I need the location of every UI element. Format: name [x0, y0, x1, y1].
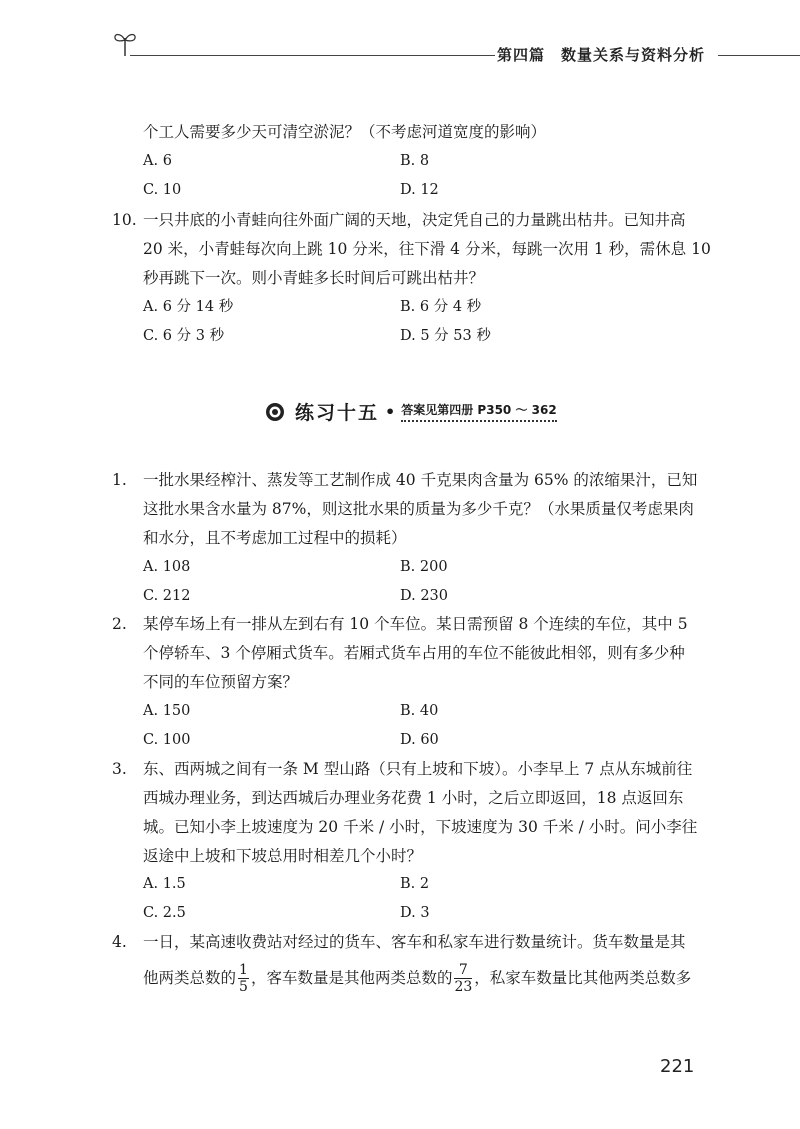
question-number: 3. — [112, 760, 127, 778]
option-b: B. 2 — [400, 876, 430, 892]
option-c: C. 2.5 — [143, 905, 186, 921]
question-number: 10. — [112, 211, 137, 229]
option-a: A. 108 — [143, 559, 191, 575]
option-a: A. 150 — [143, 703, 191, 719]
header-rule — [718, 55, 800, 56]
fraction — [454, 962, 472, 995]
text-segment: ，私家车数量比其他两类总数多 — [474, 969, 692, 987]
text-segment: ，客车数量是其他两类总数的 — [250, 969, 453, 987]
question-number: 4. — [112, 933, 127, 951]
option-b: B. 40 — [400, 703, 439, 719]
text-segment: 他两类总数的 — [143, 969, 237, 987]
answer-reference: 答案见第四册 P350 ～ 362 — [401, 401, 556, 422]
question-text-line: 20 米，小青蛙每次向上跳 10 分米，往下滑 4 分米，每跳一次用 1 秒，需休息 10 — [143, 240, 711, 258]
page-number: 221 — [660, 1056, 695, 1077]
question-text-line: 城。已知小李上坡速度为 20 千米 / 小时，下坡速度为 30 千米 / 小时。问小李往 — [143, 818, 698, 836]
option-c: C. 212 — [143, 588, 191, 604]
question-text-line: 某停车场上有一排从左到右有 10 个车位。某日需预留 8 个连续的车位，其中 5 — [143, 615, 688, 633]
question-number: 2. — [112, 615, 127, 633]
question-text-line: 东、西两城之间有一条 M 型山路（只有上坡和下坡）。小李早上 7 点从东城前往 — [143, 760, 693, 778]
question-text-line: 个停轿车、3 个停厢式货车。若厢式货车占用的车位不能彼此相邻，则有多少种 — [143, 644, 685, 662]
target-icon — [265, 402, 285, 422]
option-b: B. 8 — [400, 153, 430, 169]
question-text-line: 一只井底的小青蛙向往外面广阔的天地，决定凭自己的力量跳出枯井。已知井高 — [143, 211, 686, 229]
question-text-line: 秒再跳下一次。则小青蛙多长时间后可跳出枯井？ — [143, 269, 485, 287]
fraction-denominator: 23 — [454, 978, 473, 995]
option-d: D. 5 分 53 秒 — [400, 328, 491, 344]
question-text-line: 和水分，且不考虑加工过程中的损耗） — [143, 529, 407, 547]
question-text-line — [143, 960, 691, 996]
sprout-icon — [112, 28, 138, 58]
fraction — [238, 962, 249, 995]
option-b: B. 6 分 4 秒 — [400, 299, 482, 315]
option-d: D. 12 — [400, 182, 439, 198]
option-b: B. 200 — [400, 559, 448, 575]
option-c: C. 100 — [143, 732, 191, 748]
fraction-numerator: 1 — [239, 961, 248, 978]
section-separator: • — [385, 402, 396, 421]
question-text-line: 西城办理业务，到达西城后办理业务花费 1 小时，之后立即返回，18 点返回东 — [143, 789, 684, 807]
option-a: A. 6 — [143, 153, 172, 169]
header-rule — [130, 55, 495, 56]
section-title: 练习十五 — [295, 402, 380, 424]
page-header-title: 第四篇 数量关系与资料分析 — [497, 46, 706, 64]
option-c: C. 10 — [143, 182, 182, 198]
fraction-denominator: 5 — [239, 978, 248, 995]
question-text-line: 这批水果含水量为 87%，则这批水果的质量为多少千克？（水果质量仅考虑果肉 — [143, 500, 694, 518]
fraction-numerator: 7 — [454, 962, 472, 979]
question-text-line: 不同的车位预留方案？ — [143, 673, 299, 691]
question-text-line: 一批水果经榨汁、蒸发等工艺制作成 40 千克果肉含量为 65% 的浓缩果汁，已知 — [143, 471, 698, 489]
option-d: D. 3 — [400, 905, 430, 921]
option-a: A. 6 分 14 秒 — [143, 299, 234, 315]
question-text-line: 返途中上坡和下坡总用时相差几个小时？ — [143, 847, 423, 865]
option-a: A. 1.5 — [143, 876, 186, 892]
question-number: 1. — [112, 471, 127, 489]
question-text-line: 一日，某高速收费站对经过的货车、客车和私家车进行数量统计。货车数量是其 — [143, 933, 686, 951]
option-c: C. 6 分 3 秒 — [143, 328, 225, 344]
option-d: D. 60 — [400, 732, 439, 748]
section-heading — [265, 398, 557, 425]
option-d: D. 230 — [400, 588, 449, 604]
question-text-line: 个工人需要多少天可清空淤泥？（不考虑河道宽度的影响） — [143, 123, 547, 141]
